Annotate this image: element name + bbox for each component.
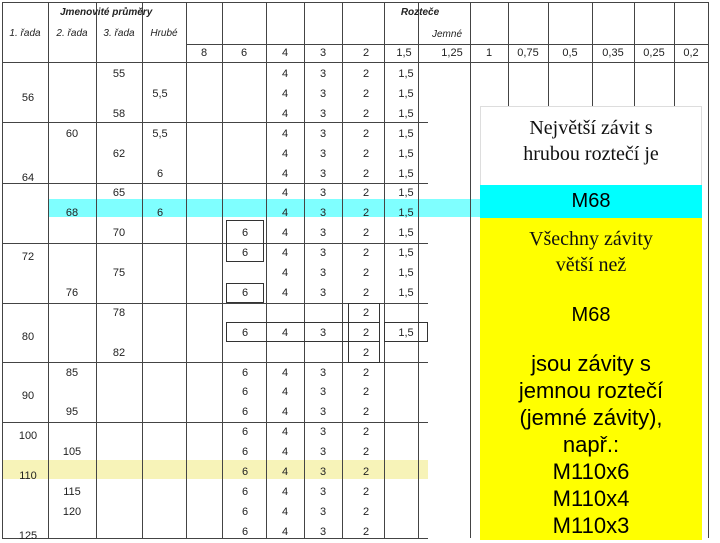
table-cell: 82 bbox=[112, 346, 126, 359]
table-cell: 1,5 bbox=[398, 167, 414, 180]
callout-bottom-line2: větší než bbox=[555, 254, 627, 276]
pitch-header: 3 bbox=[319, 47, 327, 59]
table-cell: 2 bbox=[362, 286, 370, 299]
table-cell: 2 bbox=[362, 326, 370, 339]
table-cell: 2 bbox=[362, 227, 370, 240]
table-cell: 4 bbox=[281, 167, 289, 180]
table-cell: 3 bbox=[319, 87, 327, 100]
table-cell: 85 bbox=[65, 366, 79, 379]
table-cell: 5,5 bbox=[152, 87, 168, 100]
table-cell: 2 bbox=[362, 505, 370, 518]
callout-bottom-line6: např.: bbox=[562, 432, 620, 457]
table-cell: 6 bbox=[241, 366, 249, 379]
pitch-header: 1,5 bbox=[396, 47, 412, 59]
table-cell: 1,5 bbox=[398, 326, 414, 339]
example-m110x4: M110x4 bbox=[552, 486, 630, 511]
table-cell: 75 bbox=[112, 267, 126, 279]
callout-bottom-value: M68 bbox=[571, 304, 611, 326]
table-cell: 6 bbox=[241, 505, 249, 518]
table-cell: 76 bbox=[65, 286, 79, 299]
table-cell: 64 bbox=[21, 171, 35, 184]
table-cell: 1,5 bbox=[398, 147, 414, 160]
callout-top-value: M68 bbox=[571, 190, 611, 212]
table-cell: 1,5 bbox=[398, 68, 414, 80]
table-cell: 2 bbox=[362, 386, 370, 399]
table-cell: 1,5 bbox=[398, 286, 414, 299]
table-cell: 2 bbox=[362, 127, 370, 140]
grid-vline bbox=[418, 2, 419, 538]
table-cell: 4 bbox=[281, 247, 289, 260]
table-cell: 2 bbox=[362, 346, 370, 359]
table-cell: 110 bbox=[19, 470, 37, 482]
table-cell: 90 bbox=[21, 390, 35, 403]
grid-hline bbox=[186, 44, 708, 45]
table-cell: 56 bbox=[21, 91, 35, 104]
table-cell: 6 bbox=[156, 207, 164, 220]
table-cell: 3 bbox=[319, 426, 327, 439]
table-cell: 3 bbox=[319, 167, 327, 180]
table-cell: 100 bbox=[18, 430, 38, 443]
grid-hline bbox=[2, 122, 428, 123]
pitch-header: 8 bbox=[200, 47, 208, 59]
table-cell: 80 bbox=[21, 330, 35, 343]
grid-vline bbox=[708, 2, 709, 538]
table-cell: 3 bbox=[319, 247, 327, 260]
table-cell: 2 bbox=[362, 207, 370, 220]
table-cell: 2 bbox=[362, 306, 370, 319]
header-pitch: Rozteče bbox=[400, 7, 440, 18]
table-cell: 3 bbox=[319, 227, 327, 240]
header-row1: 1. řada bbox=[9, 28, 41, 39]
table-cell: 4 bbox=[281, 207, 289, 220]
table-cell: 6 bbox=[241, 406, 249, 419]
table-cell: 3 bbox=[319, 485, 327, 498]
table-cell: 3 bbox=[319, 386, 327, 399]
table-cell: 2 bbox=[362, 366, 370, 379]
grid-vline bbox=[470, 2, 471, 538]
callout-bottom-line4: jemnou roztečí bbox=[518, 378, 664, 403]
table-cell: 72 bbox=[21, 251, 35, 264]
grid-hline bbox=[2, 2, 708, 3]
table-cell: 3 bbox=[319, 187, 327, 200]
example-m110x6: M110x6 bbox=[552, 459, 630, 484]
table-cell: 4 bbox=[281, 147, 289, 160]
header-row3: 3. řada bbox=[103, 28, 135, 39]
table-cell: 120 bbox=[62, 505, 82, 518]
table-cell: 2 bbox=[362, 247, 370, 260]
pitch-header: 0,25 bbox=[643, 47, 665, 59]
pitch-header: 0,2 bbox=[683, 47, 699, 59]
table-cell: 3 bbox=[319, 147, 327, 160]
grid-vline bbox=[266, 2, 267, 538]
grid-vline bbox=[342, 2, 343, 538]
table-cell: 3 bbox=[319, 366, 327, 379]
table-cell: 58 bbox=[112, 107, 126, 120]
grid-hline bbox=[2, 243, 428, 244]
callout-bottom-line5: (jemné závity), bbox=[519, 405, 663, 430]
table-cell: 4 bbox=[281, 485, 289, 498]
table-cell: 4 bbox=[281, 286, 289, 299]
table-cell: 2 bbox=[362, 406, 370, 419]
table-cell: 6 bbox=[241, 485, 249, 498]
table-cell: 95 bbox=[65, 406, 79, 419]
table-cell: 125 bbox=[18, 529, 38, 542]
table-cell: 6 bbox=[241, 426, 249, 439]
table-cell: 3 bbox=[319, 127, 327, 140]
pitch-header: 0,5 bbox=[562, 47, 578, 59]
table-cell: 2 bbox=[362, 68, 370, 80]
callout-value-m68 bbox=[480, 185, 702, 218]
table-cell: 2 bbox=[362, 107, 370, 120]
table-cell: 4 bbox=[281, 227, 289, 240]
table-cell: 6 bbox=[241, 446, 249, 459]
table-cell: 4 bbox=[281, 326, 289, 339]
table-cell: 2 bbox=[362, 267, 370, 279]
table-cell: 3 bbox=[319, 466, 327, 478]
pitch-header: 1,25 bbox=[441, 47, 463, 59]
table-cell: 2 bbox=[362, 446, 370, 459]
pitch-header: 6 bbox=[240, 47, 248, 59]
callout-bottom-line1: Všechny závity bbox=[529, 228, 653, 250]
table-cell: 6 bbox=[241, 466, 249, 478]
table-cell: 6 bbox=[241, 286, 249, 299]
pitch-header: 4 bbox=[281, 47, 289, 59]
table-cell: 1,5 bbox=[398, 187, 414, 200]
grid-hline bbox=[2, 183, 428, 184]
table-cell: 4 bbox=[281, 267, 289, 279]
table-cell: 115 bbox=[63, 485, 81, 498]
callout-top-line2: hrubou roztečí je bbox=[523, 143, 659, 165]
table-cell: 6 bbox=[241, 525, 249, 538]
table-cell: 4 bbox=[281, 366, 289, 379]
table-cell: 2 bbox=[362, 187, 370, 200]
table-cell: 78 bbox=[112, 306, 126, 319]
table-cell: 3 bbox=[319, 267, 327, 279]
table-cell: 3 bbox=[319, 68, 327, 80]
example-m110x3: M110x3 bbox=[552, 513, 630, 538]
table-cell: 4 bbox=[281, 68, 289, 80]
table-cell: 1,5 bbox=[398, 247, 414, 260]
table-cell: 3 bbox=[319, 286, 327, 299]
grid-vline bbox=[48, 2, 49, 538]
table-cell: 1,5 bbox=[398, 267, 414, 279]
grid-vline bbox=[96, 2, 97, 538]
table-cell: 6 bbox=[156, 167, 164, 180]
grid-vline bbox=[142, 2, 143, 538]
grid-hline bbox=[2, 422, 428, 423]
table-cell: 2 bbox=[362, 426, 370, 439]
table-cell: 3 bbox=[319, 446, 327, 459]
table-cell: 68 bbox=[65, 207, 79, 220]
table-cell: 4 bbox=[281, 406, 289, 419]
pitch-header: 2 bbox=[362, 47, 370, 59]
pitch-header: 0,75 bbox=[517, 47, 539, 59]
table-cell: 1,5 bbox=[398, 127, 414, 140]
table-cell: 2 bbox=[362, 525, 370, 538]
header-coarse: Hrubé bbox=[150, 28, 178, 39]
table-cell: 65 bbox=[112, 187, 126, 200]
grid-vline bbox=[186, 2, 187, 538]
table-cell: 4 bbox=[281, 446, 289, 459]
grid-vline bbox=[384, 2, 385, 538]
table-cell: 3 bbox=[319, 525, 327, 538]
table-cell: 5,5 bbox=[152, 127, 168, 140]
table-cell: 1,5 bbox=[398, 207, 414, 220]
table-cell: 4 bbox=[281, 127, 289, 140]
table-cell: 62 bbox=[112, 147, 126, 160]
table-cell: 1,5 bbox=[398, 87, 414, 100]
grid-vline bbox=[304, 2, 305, 538]
table-cell: 4 bbox=[281, 466, 289, 478]
pitch-header: 0,35 bbox=[602, 47, 624, 59]
grid-vline bbox=[2, 2, 3, 538]
table-cell: 105 bbox=[62, 446, 82, 459]
table-cell: 2 bbox=[362, 87, 370, 100]
table-cell: 4 bbox=[281, 187, 289, 200]
table-cell: 2 bbox=[362, 485, 370, 498]
pitch-header: 1 bbox=[485, 47, 493, 59]
table-cell: 6 bbox=[241, 386, 249, 399]
header-row2: 2. řada bbox=[56, 28, 88, 39]
table-cell: 60 bbox=[65, 127, 79, 140]
callout-bottom-line3: jsou závity s bbox=[531, 351, 651, 376]
grid-vline bbox=[222, 2, 223, 538]
table-cell: 1,5 bbox=[398, 107, 414, 120]
table-cell: 4 bbox=[281, 107, 289, 120]
table-cell: 1,5 bbox=[398, 227, 414, 240]
table-cell: 4 bbox=[281, 525, 289, 538]
table-cell: 3 bbox=[319, 326, 327, 339]
table-cell: 6 bbox=[241, 247, 249, 260]
callout-top-line1: Největší závit s bbox=[529, 117, 653, 139]
grid-hline bbox=[2, 62, 708, 63]
table-cell: 3 bbox=[319, 107, 327, 120]
table-cell: 3 bbox=[319, 207, 327, 220]
table-cell: 3 bbox=[319, 505, 327, 518]
table-cell: 6 bbox=[241, 227, 249, 240]
table-cell: 2 bbox=[362, 167, 370, 180]
table-cell: 2 bbox=[362, 466, 370, 478]
table-cell: 6 bbox=[241, 326, 249, 339]
header-nominal: Jmenovité průměry bbox=[60, 7, 153, 18]
callout-bottom bbox=[480, 218, 702, 540]
table-cell: 2 bbox=[362, 147, 370, 160]
table-cell: 3 bbox=[319, 406, 327, 419]
row-highlight-68 bbox=[48, 199, 480, 217]
table-cell: 4 bbox=[281, 505, 289, 518]
header-fine: Jemné bbox=[431, 29, 463, 40]
table-cell: 55 bbox=[112, 68, 126, 80]
table-cell: 4 bbox=[281, 87, 289, 100]
table-cell: 70 bbox=[112, 227, 126, 240]
table-cell: 4 bbox=[281, 426, 289, 439]
table-cell: 4 bbox=[281, 386, 289, 399]
